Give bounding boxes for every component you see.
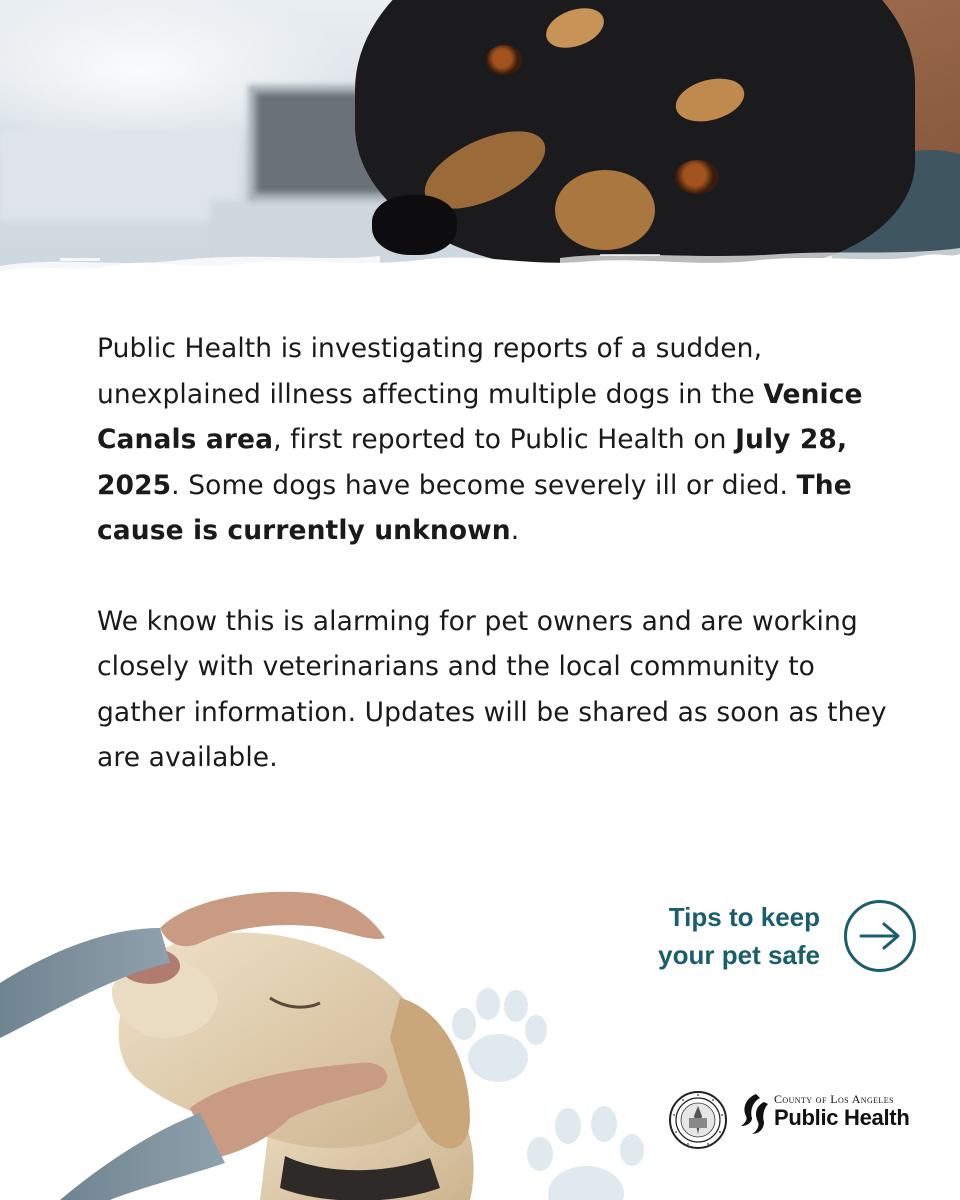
public-health-logo (738, 1092, 909, 1136)
hero-dog-photo (0, 0, 960, 330)
public-health-mark-icon (738, 1092, 770, 1136)
arrow-right-icon (858, 921, 902, 951)
date-highlight: July 28, 2025 (97, 424, 848, 501)
petted-dog-photo (0, 888, 500, 1200)
tips-cta-label: Tips to keep your pet safe (658, 902, 820, 970)
paw-print-icon (520, 1098, 650, 1200)
location-highlight: Venice Canals area (97, 378, 863, 455)
brush-stroke-divider (0, 244, 960, 330)
paragraph-reassurance: We know this is alarming for pet owners and are working closely with veterinarians and the local community to gather information. Updates will be shared as soon as they are available. (97, 605, 887, 773)
announcement-text (97, 326, 887, 781)
cta-arrow-button[interactable] (844, 900, 916, 972)
tips-cta[interactable] (658, 898, 916, 974)
paragraph-investigation: Public Health is investigating reports of a sudden, unexplained illness affecting multiple dogs in the Venice Canals area, first reported to Public Health on July 28, 2025. Some dogs have become severely ill or died. The cause is currently unknown. (97, 333, 863, 546)
logo-public-health-line: Public Health (774, 1105, 910, 1130)
county-seal-icon (668, 1090, 728, 1150)
logo-county-line: County of Los Angeles (774, 1092, 894, 1106)
cause-unknown-highlight: The cause is currently unknown (97, 469, 852, 546)
